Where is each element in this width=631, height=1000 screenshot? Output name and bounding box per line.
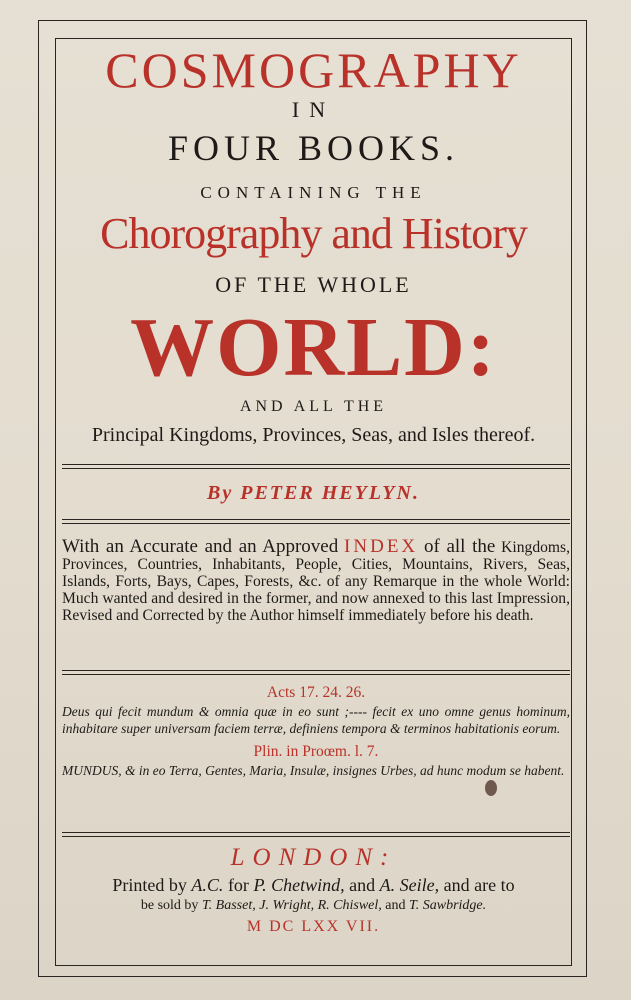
imprint-city: LONDON: [230,844,397,871]
seller-1: T. Basset, [201,898,256,913]
title-in: IN [291,97,336,122]
title-principal: Principal Kingdoms, Provinces, Seas, and Isles thereof. [91,424,536,446]
title-of-the-whole: OF THE WHOLE [215,272,412,297]
seller-2: J. Wright, [259,898,315,913]
sold-and: and [385,898,406,913]
seller-4: T. Sawbridge. [408,898,487,913]
quote-pliny: MUNDUS, & in eo Terra, Gentes, Maria, Insulæ, insignes Urbes, ad hunc modum se habent. [62,763,565,778]
publisher-2: A. Seile, [379,875,440,895]
index-after: of all the [423,536,496,557]
divider [62,832,570,837]
author-by: By [207,482,234,504]
author-line [55,479,572,507]
for-word: for [227,875,249,895]
printed-by-line [55,874,572,896]
printed-by: Printed by [112,875,187,895]
and-are-to: and are to [443,875,515,895]
title-containing: CONTAINING THE [200,183,427,202]
ink-stain [485,780,497,796]
title-four-books: FOUR BOOKS. [167,128,460,168]
imprint [55,842,572,938]
divider [62,464,570,469]
title-world: WORLD: [130,301,497,394]
sold-by: be sold by [140,898,199,913]
title-chorography: Chorography and History [100,209,527,258]
index-lead: With an Accurate and an Approved [62,536,339,557]
reference-pliny: Plin. in Proœm. l. 7. [253,743,379,760]
publisher-1: P. Chetwind, [253,875,345,895]
seller-3: R. Chiswel, [317,898,382,913]
index-word: INDEX [344,536,419,557]
divider [62,519,570,524]
reference-acts: Acts 17. 24. 26. [266,684,366,701]
quote-acts: Deus qui fecit mundum & omnia quæ in eo sunt ;---- fecit ex uno omne genus hominum, inhabitare super universam faciem terræ, definiens tempora & terminos habitationis eorum. [62,704,570,736]
printer: A.C. [191,875,224,895]
quotations [62,683,570,779]
index-body: Kingdoms, Provinces, Countries, Inhabitants, People, Cities, Mountains, Rivers, Seas, Islands, Forts, Bays, Capes, Forests, &c. of any Remarque in the whole World: Much wanted and desired in the former, and now annexed to this last Impression, Revised and Corrected by the Author himself immediately before his death. [62,539,571,624]
imprint-date: M DC LXX VII. [246,918,381,935]
sold-by-line [55,896,572,916]
divider [62,670,570,675]
author-name: PETER HEYLYN. [240,482,420,504]
index-description [62,538,570,624]
title-and-all-the: AND ALL THE [239,398,388,415]
and-word: and [349,875,376,895]
book-title: COSMOGRAPHY [105,42,522,98]
